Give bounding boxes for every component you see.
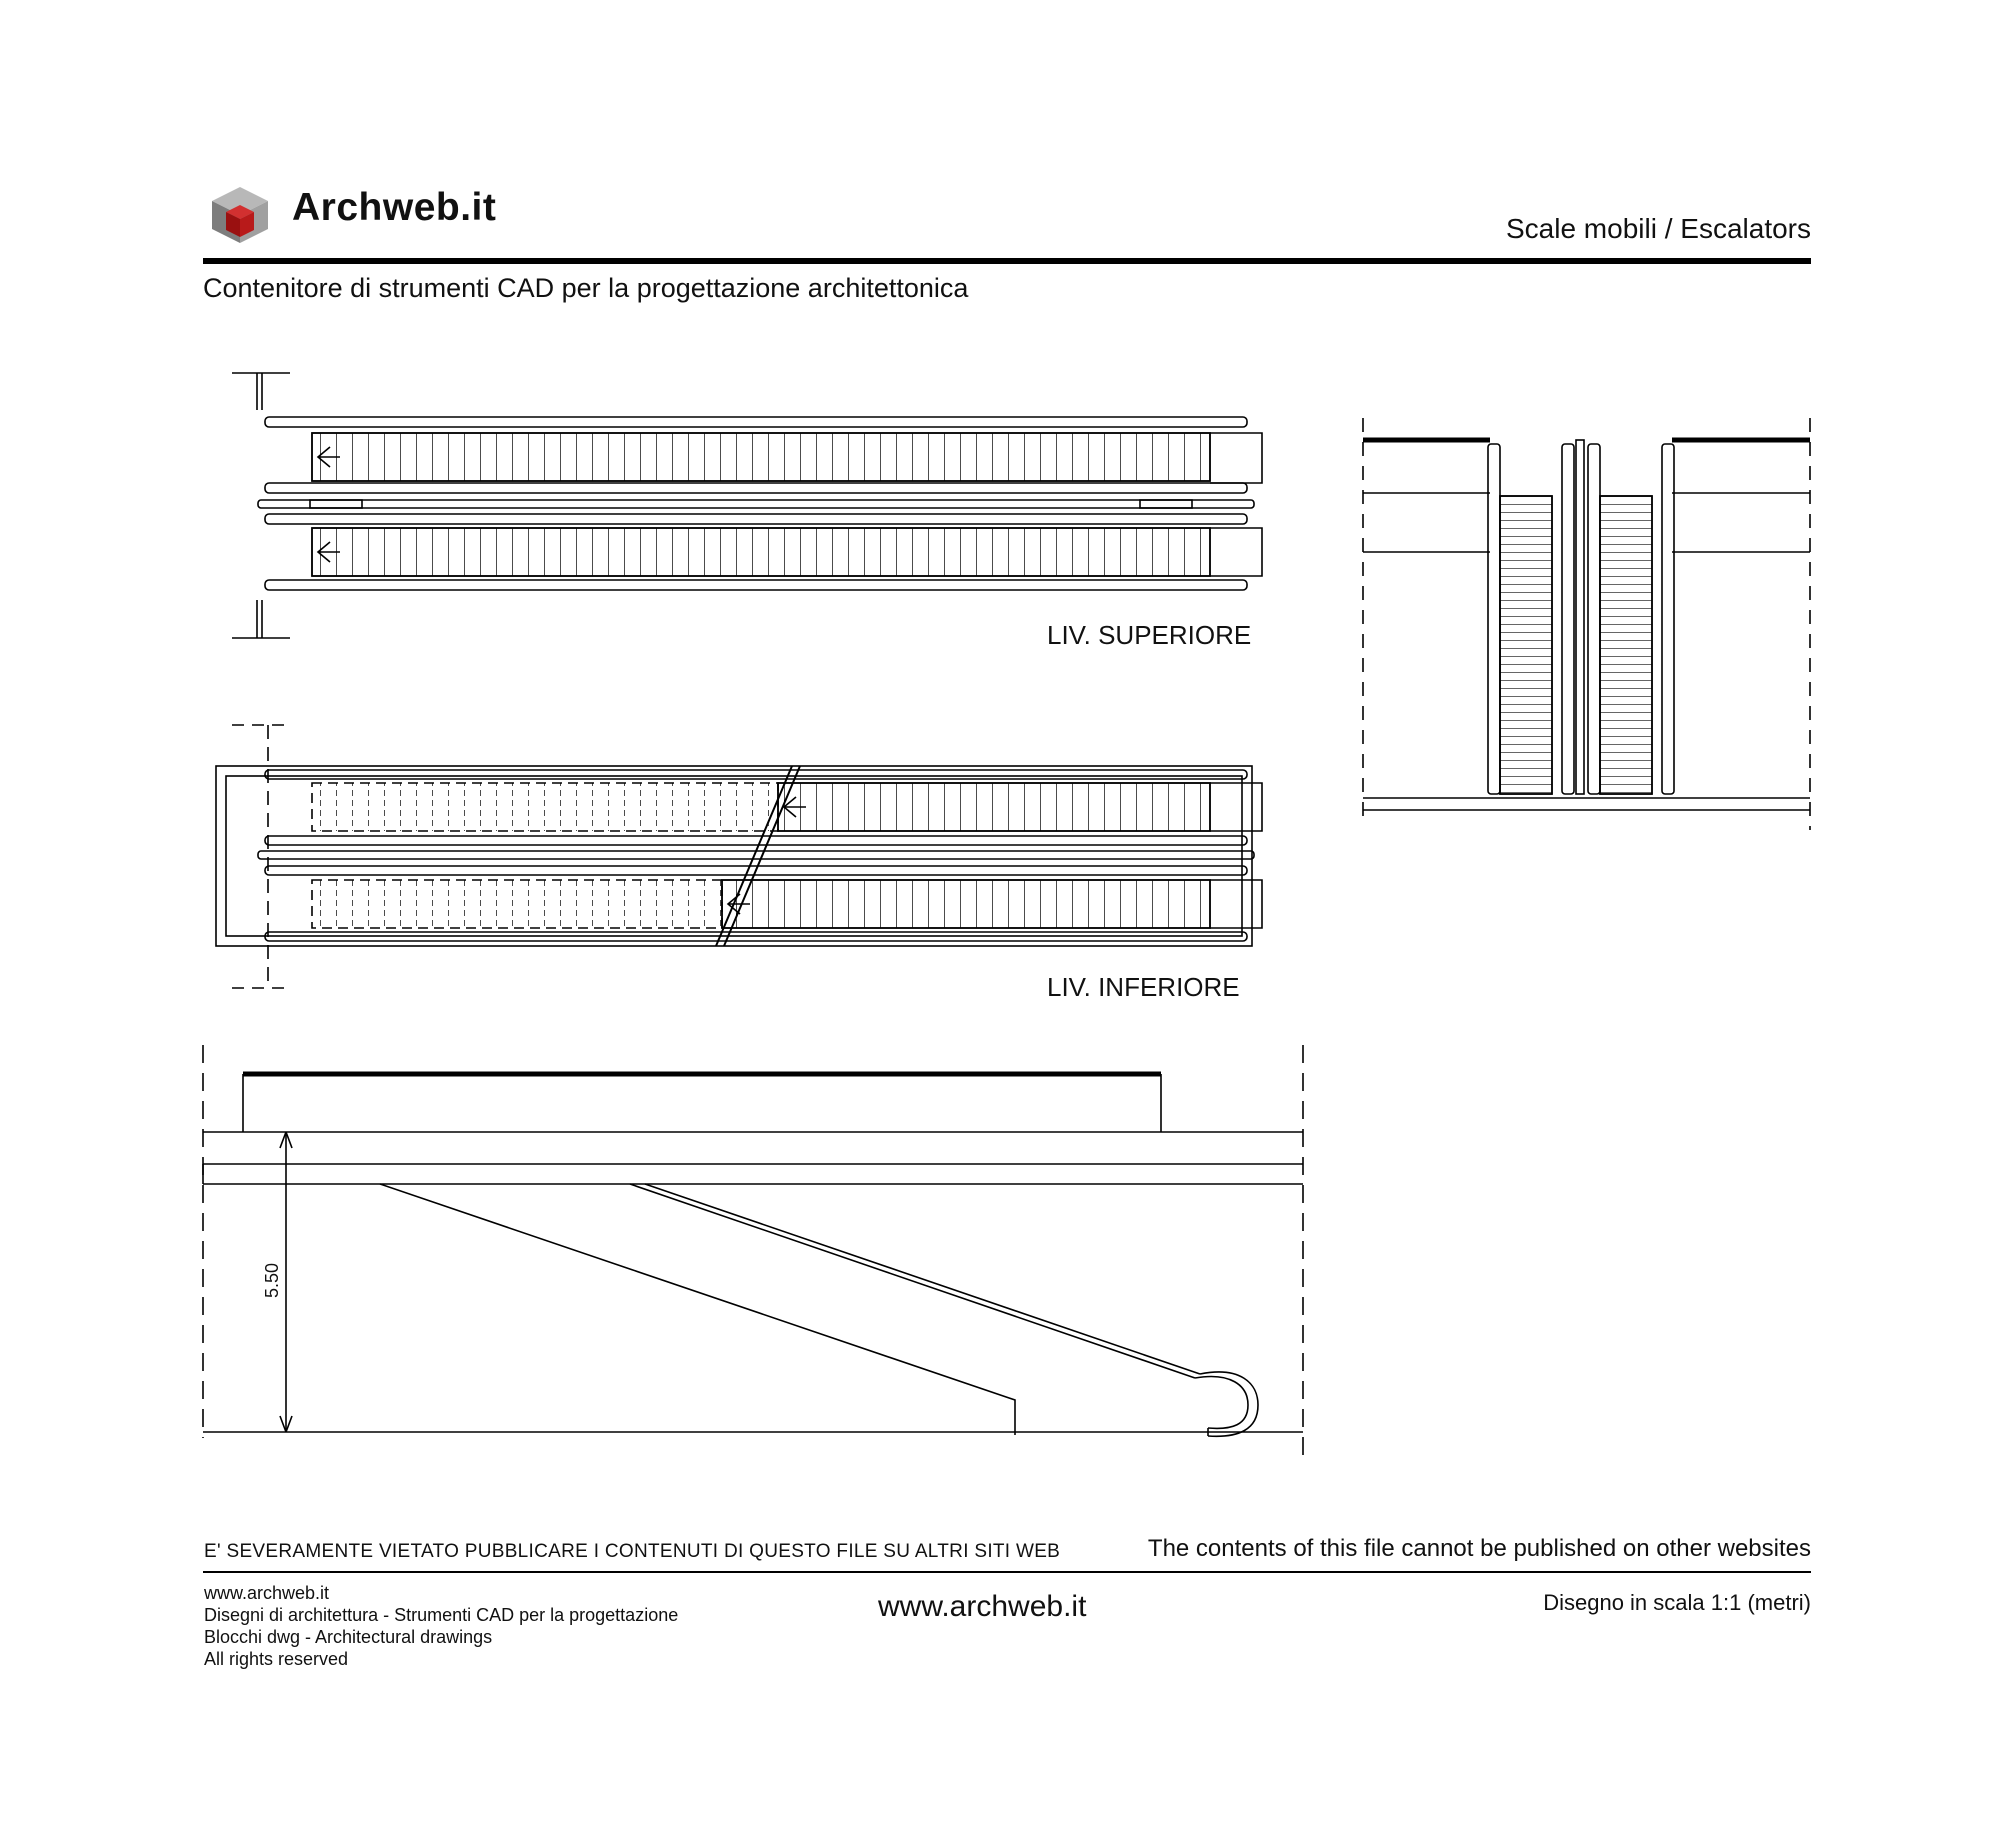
section-title: Scale mobili / Escalators bbox=[1505, 213, 1811, 244]
credit-line: Blocchi dwg - Architectural drawings bbox=[204, 1627, 493, 1647]
label-upper-level: LIV. SUPERIORE bbox=[1047, 620, 1252, 650]
dimension-label: 5.50 bbox=[262, 1262, 282, 1298]
scale-note: Disegno in scala 1:1 (metri) bbox=[1543, 1590, 1811, 1615]
credits bbox=[204, 1582, 678, 1670]
brand-name: Archweb.it bbox=[292, 186, 497, 229]
longitudinal-section bbox=[203, 1045, 1303, 1458]
credit-line: All rights reserved bbox=[204, 1649, 349, 1669]
warning-english: The contents of this file cannot be published on other websites bbox=[1147, 1535, 1811, 1562]
subtitle: Contenitore di strumenti CAD per la progettazione architettonica bbox=[203, 273, 969, 303]
plan-lower-level bbox=[216, 725, 1262, 988]
cross-section bbox=[1363, 418, 1810, 830]
footer-rule bbox=[203, 1571, 1811, 1573]
site-link[interactable]: www.archweb.it bbox=[878, 1590, 1087, 1623]
label-lower-level: LIV. INFERIORE bbox=[1047, 972, 1240, 1002]
credit-line: www.archweb.it bbox=[204, 1583, 330, 1603]
plan-upper-level bbox=[232, 373, 1262, 638]
credit-line: Disegni di architettura - Strumenti CAD per la progettazione bbox=[204, 1605, 679, 1625]
warning-italian: E' SEVERAMENTE VIETATO PUBBLICARE I CONTENUTI DI QUESTO FILE SU ALTRI SITI WEB bbox=[204, 1541, 1061, 1562]
